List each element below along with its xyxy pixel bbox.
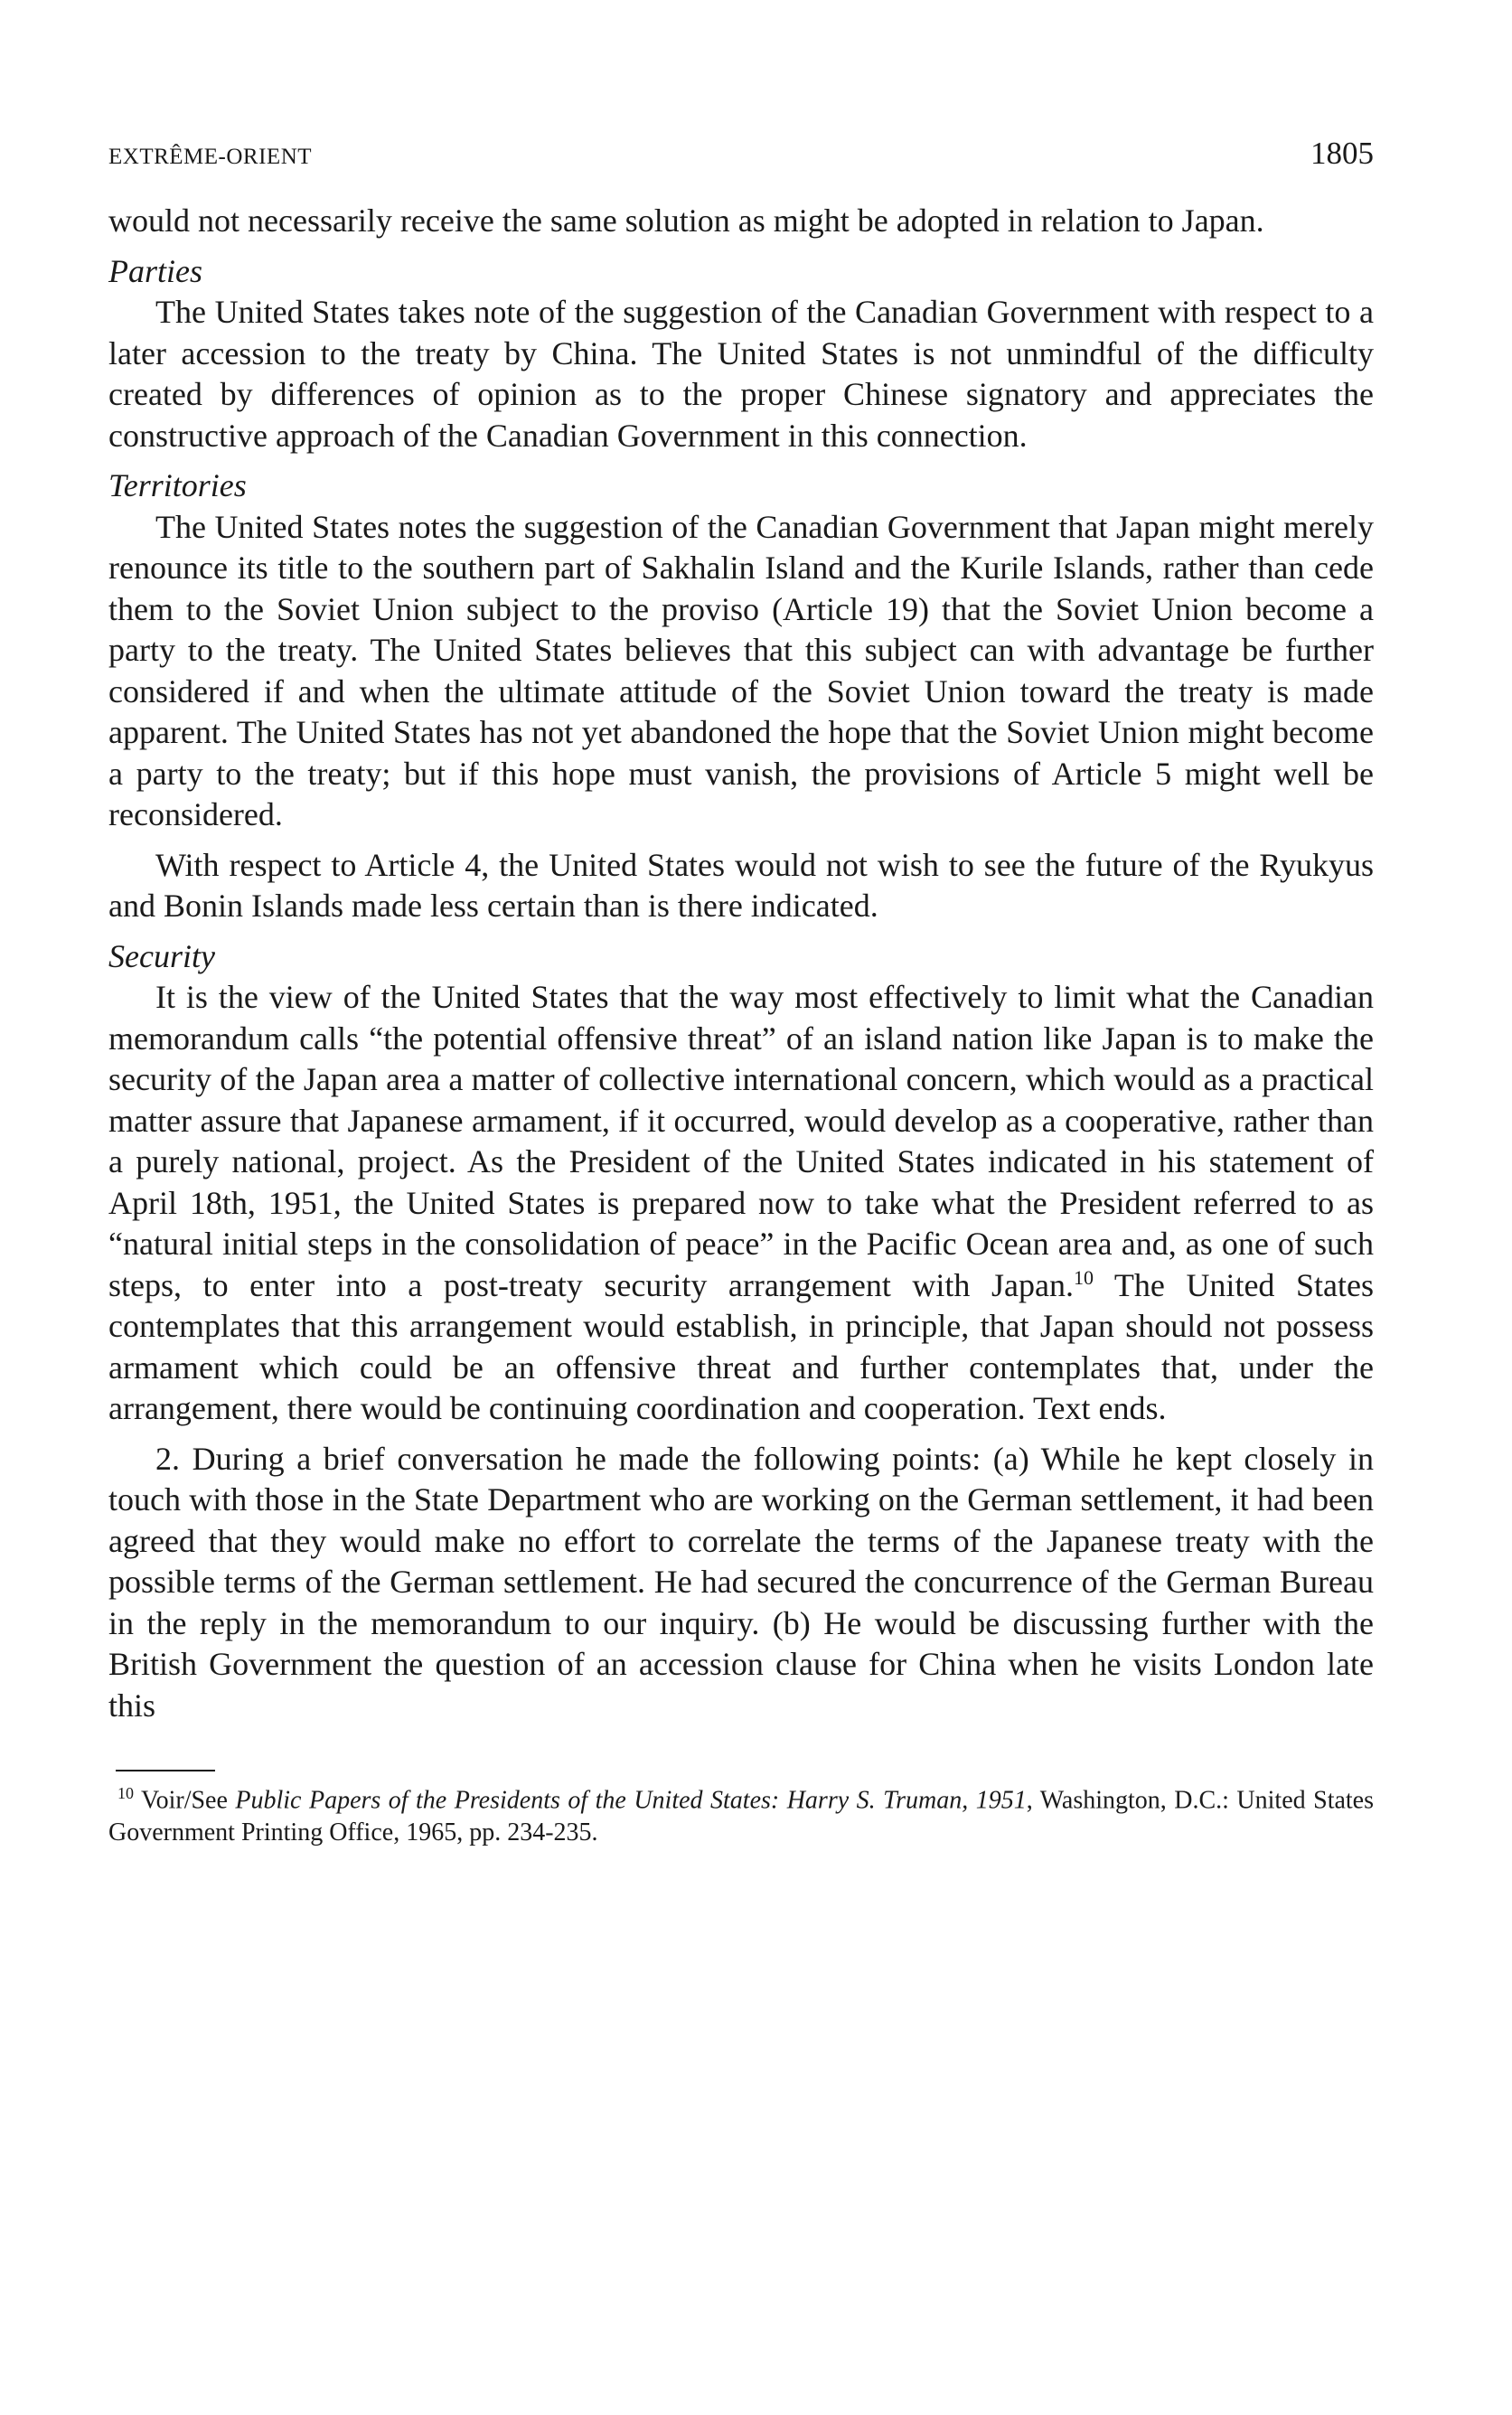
footnote-number: 10 xyxy=(117,1784,134,1802)
running-title: EXTRÊME-ORIENT xyxy=(108,145,313,169)
footnote-reference: 10 xyxy=(1073,1265,1094,1289)
section-heading-security: Security xyxy=(108,937,215,974)
footnote-prefix: Voir/See xyxy=(134,1786,236,1815)
footnote xyxy=(108,1777,1374,1849)
paragraph-continuation: would not necessarily receive the same solution as might be adopted in relation to Japan. xyxy=(108,202,1264,239)
footnote-divider xyxy=(116,1770,215,1771)
footnote-title: Public Papers of the Presidents of the United States: Harry S. Truman, 1951 xyxy=(235,1786,1027,1815)
document-page xyxy=(108,136,1374,1849)
body-text xyxy=(108,201,1374,1726)
paragraph-territories-1: The United States notes the suggestion of the Canadian Government that Japan might merely renounce its title to the southern part of Sakhalin Island and the Kurile Islands, rather than cede them to the Soviet Union subject to the proviso (Article 19) that the Soviet Union become a party to the treaty. The United States believes that this subject can with advantage be further considered if and when the ultimate attitude of the Soviet Union toward the treaty is made apparent. The United States has not yet abandoned the hope that the Soviet Union might become a party to the treaty; but if this hope must vanish, the provisions of Article 5 might well be reconsidered. xyxy=(108,508,1374,832)
section-heading-territories: Territories xyxy=(108,467,247,503)
paragraph-security xyxy=(108,977,1374,1430)
section-heading-parties: Parties xyxy=(108,252,202,289)
paragraph-point-2: 2. During a brief conversation he made the following points: (a) While he kept closely in touch with those in the State Department who are working on the German settlement, it had been agreed that they would make no effort to correlate the terms of the Japanese treaty with the possible terms of the German settlement. He had secured the concurrence of the German Bureau in the reply in the memorandum to our inquiry. (b) He would be discussing further with the British Government the question of an accession clause for China when he visits London late this xyxy=(108,1440,1374,1724)
paragraph-territories-2: With respect to Article 4, the United States would not wish to see the future of the Ryukyus and Bonin Islands made less certain than is there indicated. xyxy=(108,846,1374,924)
page-number: 1805 xyxy=(1310,136,1374,171)
security-text-before-note: It is the view of the United States that the way most effectively to limit what the Canadian memorandum calls “the potential offensive threat” of an island nation like Japan is to make the security of the Japan area a matter of collective international concern, which would as a practical matter assure that Japanese armament, if it occurred, would develop as a cooperative, rather than a purely national, project. As the President of the United States indicated in his statement of April 18th, 1951, the United States is prepared now to take what the President referred to as “natural initial steps in the consolidation of peace” in the Pacific Ocean area and, as one of such steps, to enter into a post-treaty security arrangement with Japan. xyxy=(108,979,1374,1303)
paragraph-parties: The United States takes note of the suggestion of the Canadian Government with respect to a later accession to the treaty by China. The United States is not unmindful of the difficulty created by differences of opinion as to the proper Chinese signatory and appreciates the constructive approach of the Canadian Government in this connection. xyxy=(108,294,1374,454)
running-header xyxy=(108,136,1374,172)
footnote-rest: , Washington, D.C.: United States Government Printing Office, 1965, pp. 234-235. xyxy=(108,1786,1375,1847)
security-text-after-note: The United States contemplates that this arrangement would establish, in principle, that Japan should not possess armament which could be an offensive threat and further contemplates that, under the arrangement, there would be continuing coordination and cooperation. Text ends. xyxy=(108,1266,1374,1426)
